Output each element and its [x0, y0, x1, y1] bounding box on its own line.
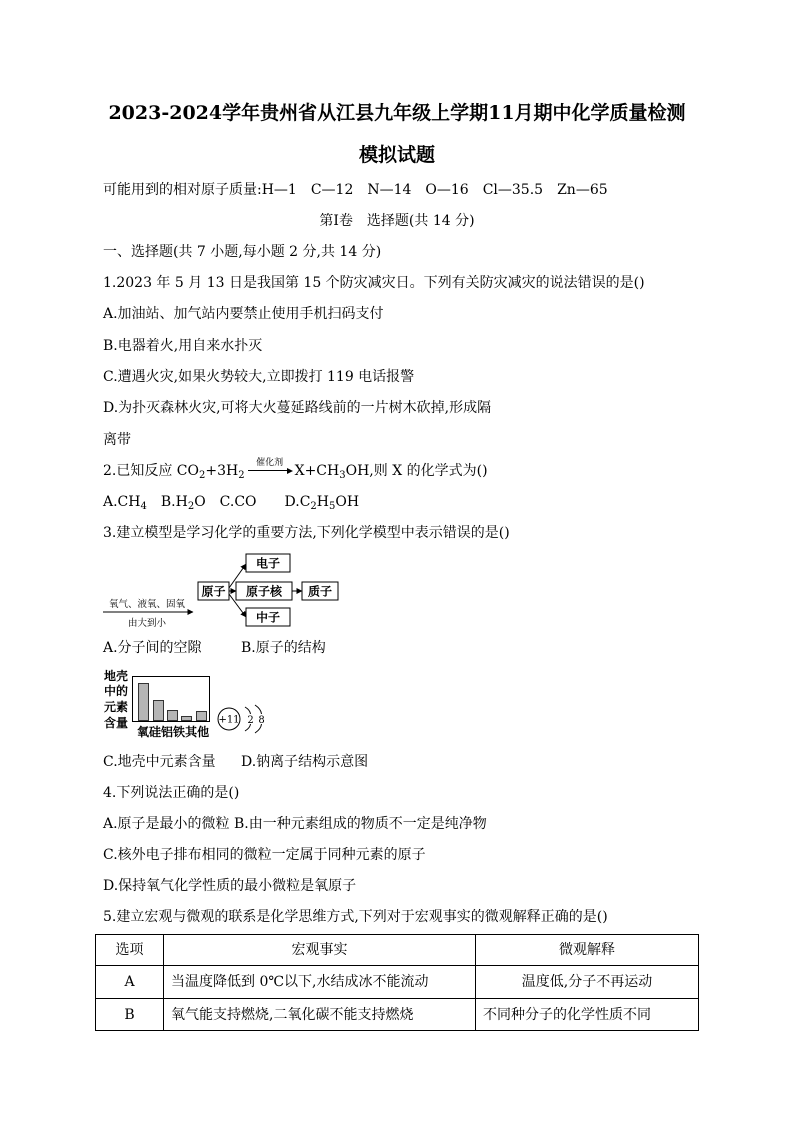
row-macro-fact: 氧气能支持燃烧,二氧化碳不能支持燃烧: [164, 999, 476, 1031]
header-option: 选项: [96, 935, 164, 966]
header-macro-fact: 宏观事实: [164, 935, 476, 966]
bar-iron: [181, 716, 192, 721]
proton-label: 质子: [307, 584, 333, 599]
nucleus-charge: +11: [218, 714, 240, 726]
q1-option-a: A.加油站、加气站内要禁止使用手机扫码支付: [103, 306, 384, 322]
table-row: [96, 999, 699, 1031]
bar-silicon: [153, 700, 164, 721]
q1-option-c: C.遭遇火灾,如果火势较大,立即拨打 119 电话报警: [103, 369, 415, 385]
text-segment: H: [316, 494, 329, 510]
q4-stem: 4.下列说法正确的是(): [103, 785, 240, 801]
shell-1-electrons: 2: [247, 715, 254, 726]
sodium-ion-diagram: [215, 703, 270, 735]
bar-label-silicon: 硅: [149, 725, 162, 739]
bar-label-oxygen: 氧: [137, 725, 150, 739]
shell-1-arc-top: [245, 707, 251, 714]
q4-options-ab: A.原子是最小的微粒 B.由一种元素组成的物质不一定是纯净物: [103, 816, 487, 832]
bar-aluminum: [167, 710, 178, 721]
exam-subtitle: 模拟试题: [358, 144, 435, 166]
chart-side-label-3: 元素: [104, 700, 129, 714]
caption-d: D.钠离子结构示意图: [241, 754, 369, 770]
row-micro-explanation: 不同种分子的化学性质不同: [476, 999, 699, 1031]
text-segment: OH,则 X 的化学式为(): [345, 463, 488, 479]
states-of-oxygen-label: 氧气、液氧、固氧: [108, 599, 186, 610]
q1-option-d-wrap: 离带: [103, 432, 131, 448]
shell-2-arc-top: [255, 705, 262, 714]
text-segment: O C.CO D.C: [194, 494, 311, 510]
chart-side-label-4: 含量: [104, 716, 129, 730]
chart-side-label-2: 中的: [104, 684, 129, 698]
q2-options: [103, 492, 359, 512]
text-segment: B.H: [146, 494, 188, 510]
gap-order-label: 由大到小: [127, 618, 167, 629]
arrow-head: [287, 468, 293, 474]
bar-label-other: 其他: [185, 725, 210, 739]
caption-a: A.分子间的空隙: [103, 640, 202, 656]
atomic-masses: 可能用到的相对原子质量:H—1 C—12 N—14 O—16 Cl—35.5 Zn—65: [103, 182, 608, 198]
subscript: 2: [199, 470, 206, 481]
text-segment: A.CH: [103, 494, 141, 510]
q2-stem: [103, 458, 488, 481]
catalyst-label: 催化剂: [256, 458, 284, 468]
caption-b: B.原子的结构: [241, 640, 326, 656]
q5-stem: 5.建立宏观与微观的联系是化学思维方式,下列对于宏观事实的微观解释正确的是(): [103, 909, 608, 925]
reaction-arrow: [247, 458, 293, 479]
q5-table: [95, 934, 699, 1031]
electron-label: 电子: [255, 556, 281, 571]
caption-c: C.地壳中元素含量: [103, 754, 216, 770]
bar-other: [196, 711, 207, 721]
row-option: A: [96, 966, 164, 999]
shell-2-electrons: 8: [258, 715, 265, 726]
part-heading: 一、选择题(共 7 小题,每小题 2 分,共 14 分): [103, 244, 382, 260]
q4-option-d: D.保持氧气化学性质的最小微粒是氧原子: [103, 878, 357, 894]
subscript: 2: [187, 501, 195, 512]
subscript: 3: [339, 470, 346, 481]
table-row: [96, 966, 699, 999]
section-title: 第Ⅰ卷 选择题(共 14 分): [319, 213, 475, 229]
model-figures-a-b: [100, 548, 345, 632]
text-segment: X+CH: [294, 463, 340, 479]
crust-chart-frame: [132, 676, 210, 722]
header-micro-explanation: 微观解释: [476, 935, 699, 966]
bar-oxygen: [138, 683, 149, 721]
subscript: 4: [140, 501, 147, 512]
row-micro-explanation: 温度低,分子不再运动: [476, 966, 699, 999]
subscript: 2: [238, 470, 245, 481]
q1-option-d: D.为扑灭森林火灾,可将大火蔓延路线前的一片树木砍掉,形成隔: [103, 400, 492, 416]
arrow-shaft: [248, 470, 288, 471]
row-macro-fact: 当温度降低到 0℃以下,水结成冰不能流动: [164, 966, 476, 999]
subscript: 5: [329, 501, 336, 512]
subscript: 2: [310, 501, 317, 512]
atom-label: 原子: [201, 584, 226, 599]
bar-label-iron: 铁: [173, 725, 186, 739]
q4-option-c: C.核外电子排布相同的微粒一定属于同种元素的原子: [103, 847, 426, 863]
q1-stem: 1.2023 年 5 月 13 日是我国第 15 个防灾减灾日。下列有关防灾减灾的说法错误的是(): [103, 275, 645, 291]
text-segment: +3H: [205, 463, 239, 479]
row-option: B: [96, 999, 164, 1031]
text-segment: OH: [335, 494, 360, 510]
chart-side-label-1: 地壳: [104, 669, 129, 683]
bar-labels: [137, 725, 209, 739]
nucleus-label: 原子核: [245, 584, 283, 599]
bar-label-aluminum: 铝: [161, 725, 174, 739]
exam-title: 2023-2024学年贵州省从江县九年级上学期11月期中化学质量检测: [108, 102, 686, 124]
neutron-label: 中子: [255, 610, 281, 625]
q1-option-b: B.电器着火,用自来水扑灭: [103, 338, 263, 354]
q3-stem: 3.建立模型是学习化学的重要方法,下列化学模型中表示错误的是(): [103, 525, 510, 541]
table-header-row: [96, 935, 699, 966]
text-segment: 2.已知反应 CO: [103, 463, 199, 479]
